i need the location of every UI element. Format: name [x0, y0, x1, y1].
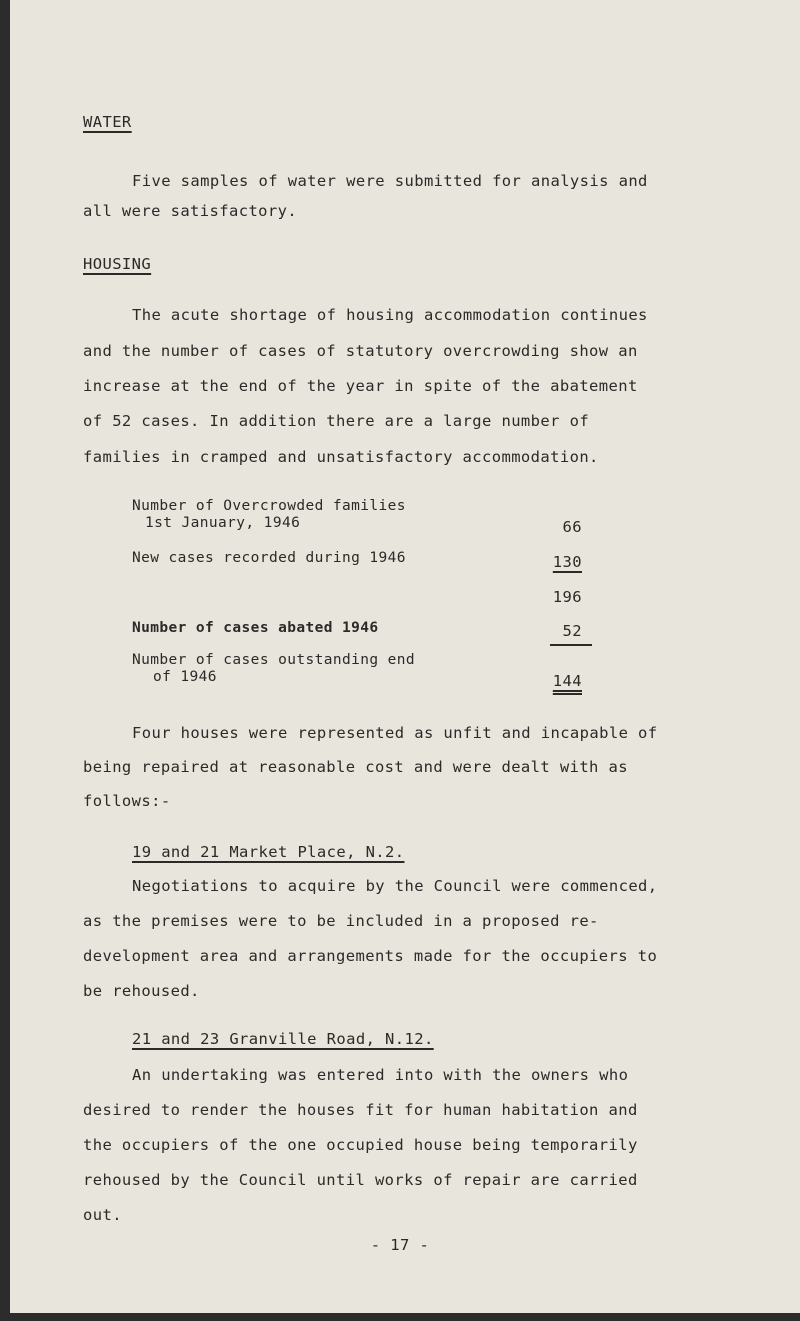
table-row3-value: 52	[562, 622, 582, 640]
table-row4-value: 144	[552, 672, 582, 690]
table-row1-label-a: Number of Overcrowded families	[132, 498, 406, 514]
table-row2-label: New cases recorded during 1946	[132, 550, 406, 566]
housing-line-1: The acute shortage of housing accommodation continues	[132, 306, 648, 324]
market-heading: 19 and 21 Market Place, N.2.	[132, 843, 405, 861]
housing-line-5: families in cramped and unsatisfactory accommodation.	[83, 448, 599, 466]
table-subtotal-value: 196	[552, 588, 582, 606]
water-line-2: all were satisfactory.	[83, 202, 298, 220]
table-subtraction-rule	[550, 644, 592, 646]
granville-heading: 21 and 23 Granville Road, N.12.	[132, 1030, 434, 1048]
water-heading: WATER	[83, 113, 132, 131]
table-row4-label-a: Number of cases outstanding end	[132, 652, 416, 668]
market-line-4: be rehoused.	[83, 982, 200, 1000]
unfit-line-1: Four houses were represented as unfit and incapable of	[132, 724, 658, 742]
granville-line-2: desired to render the houses fit for human habitation and	[83, 1101, 638, 1119]
granville-line-5: out.	[83, 1206, 122, 1224]
housing-heading: HOUSING	[83, 255, 152, 273]
granville-line-4: rehoused by the Council until works of repair are carried	[83, 1171, 638, 1189]
water-line-1: Five samples of water were submitted for analysis and	[132, 172, 648, 190]
table-row1-label-b: 1st January, 1946	[145, 515, 301, 531]
housing-line-3: increase at the end of the year in spite of the abatement	[83, 377, 638, 395]
table-row1-value: 66	[562, 518, 582, 536]
page-number: - 17 -	[370, 1236, 430, 1254]
housing-line-2: and the number of cases of statutory overcrowding show an	[83, 342, 638, 360]
market-line-1: Negotiations to acquire by the Council were commenced,	[132, 877, 658, 895]
market-line-2: as the premises were to be included in a proposed re-	[83, 912, 599, 930]
table-row2-value: 130	[552, 553, 582, 571]
unfit-line-3: follows:-	[83, 792, 171, 810]
market-line-3: development area and arrangements made for the occupiers to	[83, 947, 658, 965]
table-row4-label-b: of 1946	[153, 669, 217, 685]
unfit-line-2: being repaired at reasonable cost and were dealt with as	[83, 758, 628, 776]
housing-line-4: of 52 cases. In addition there are a large number of	[83, 412, 590, 430]
granville-line-3: the occupiers of the one occupied house being temporarily	[83, 1136, 638, 1154]
table-row3-label: Number of cases abated 1946	[132, 620, 379, 636]
granville-line-1: An undertaking was entered into with the owners who	[132, 1066, 629, 1084]
